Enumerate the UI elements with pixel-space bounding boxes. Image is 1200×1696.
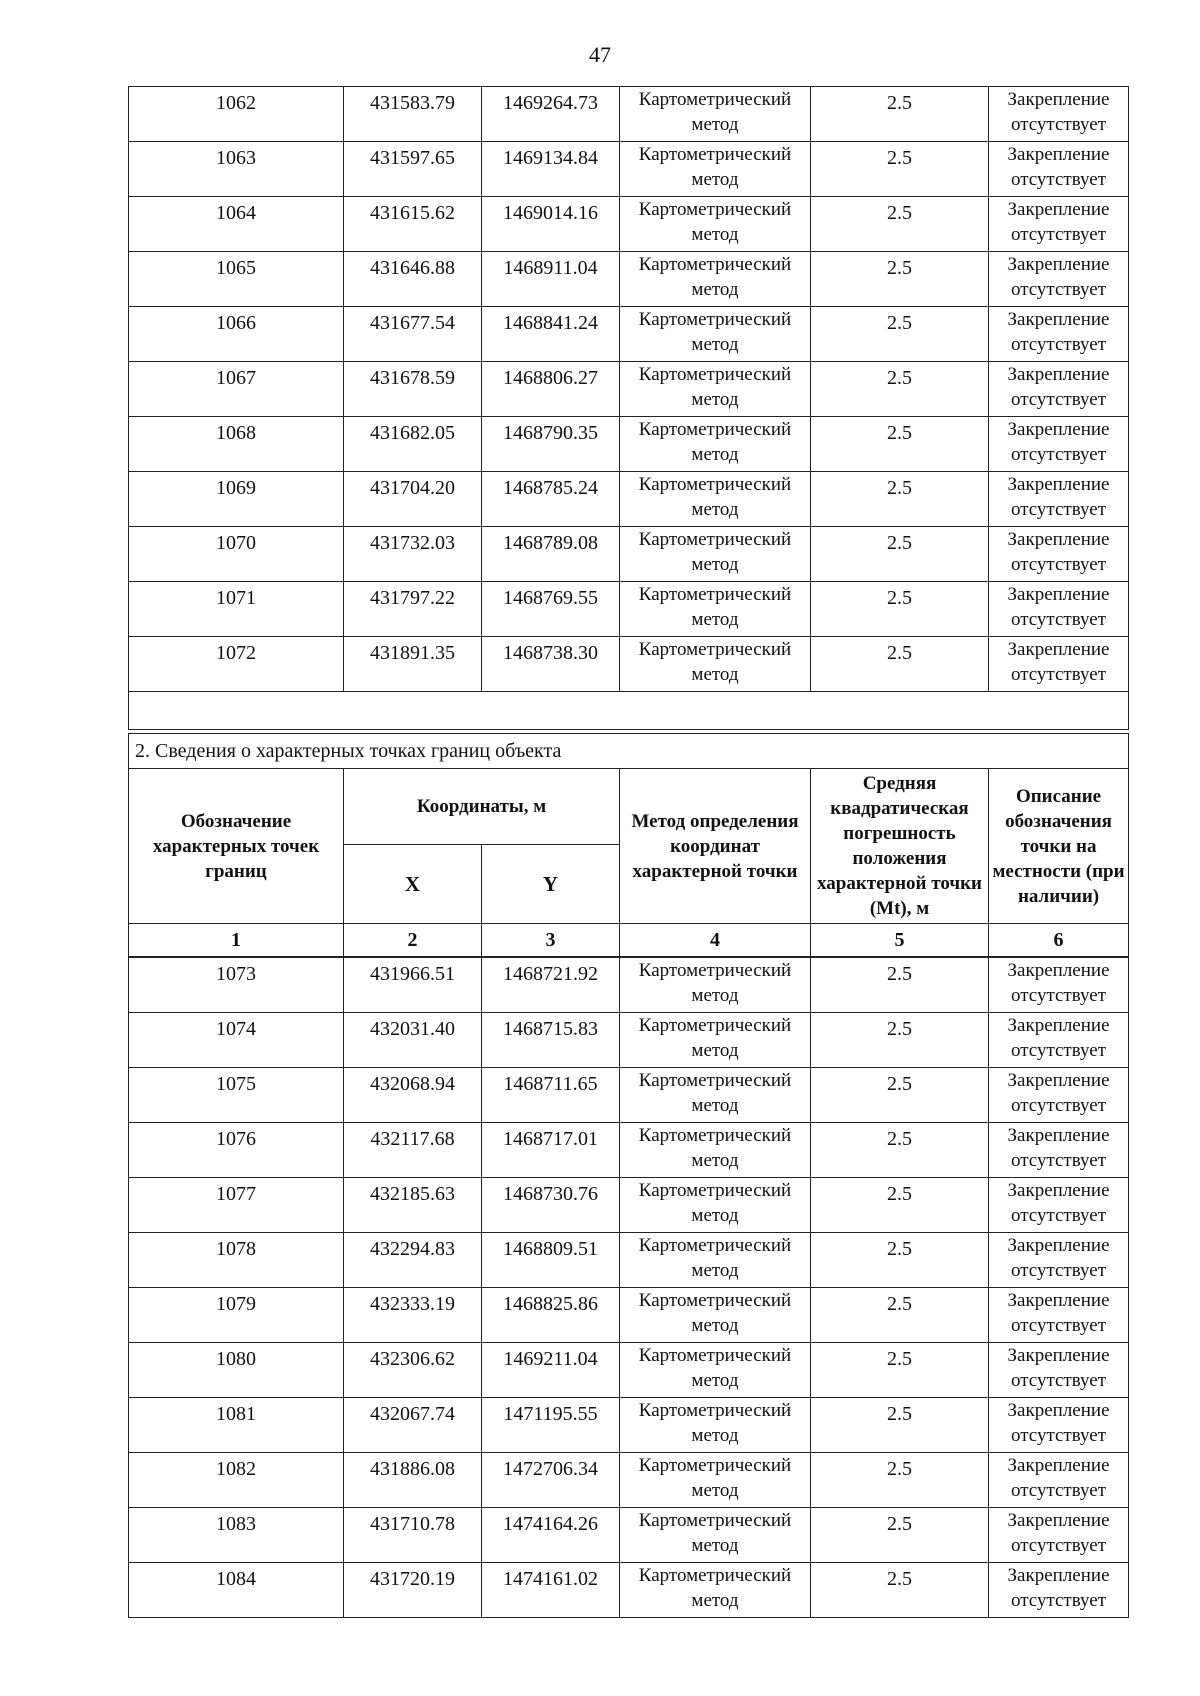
x-coordinate-cell: 432333.19 xyxy=(344,1288,482,1343)
column-number: 3 xyxy=(482,924,620,958)
point-id-cell: 1070 xyxy=(129,527,344,582)
description-cell: Закрепление отсутствует xyxy=(989,417,1129,472)
method-cell: Картометрический метод xyxy=(620,527,811,582)
x-coordinate-cell: 431677.54 xyxy=(344,307,482,362)
error-cell: 2.5 xyxy=(811,252,989,307)
x-coordinate-cell: 431886.08 xyxy=(344,1453,482,1508)
method-cell: Картометрический метод xyxy=(620,417,811,472)
method-cell: Картометрический метод xyxy=(620,252,811,307)
header-method: Метод определения координат характерной точки xyxy=(620,769,811,924)
point-id-cell: 1065 xyxy=(129,252,344,307)
y-coordinate-cell: 1468738.30 xyxy=(482,637,620,692)
error-cell: 2.5 xyxy=(811,582,989,637)
column-number: 2 xyxy=(344,924,482,958)
description-cell: Закрепление отсутствует xyxy=(989,1178,1129,1233)
point-id-cell: 1072 xyxy=(129,637,344,692)
column-number: 5 xyxy=(811,924,989,958)
table-row xyxy=(129,142,1129,197)
description-cell: Закрепление отсутствует xyxy=(989,957,1129,1013)
point-id-cell: 1067 xyxy=(129,362,344,417)
table-caption: 2. Сведения о характерных точках границ объекта xyxy=(129,734,1129,769)
error-cell: 2.5 xyxy=(811,1563,989,1618)
point-id-cell: 1081 xyxy=(129,1398,344,1453)
y-coordinate-cell: 1469134.84 xyxy=(482,142,620,197)
boundary-points-table xyxy=(128,733,1129,1618)
x-coordinate-cell: 432068.94 xyxy=(344,1068,482,1123)
point-id-cell: 1080 xyxy=(129,1343,344,1398)
y-coordinate-cell: 1469264.73 xyxy=(482,87,620,142)
header-error: Средняя квадратическая погрешность положения характерной точки (Mt), м xyxy=(811,769,989,924)
table-row xyxy=(129,87,1129,142)
method-cell: Картометрический метод xyxy=(620,1123,811,1178)
error-cell: 2.5 xyxy=(811,1343,989,1398)
page-number: 47 xyxy=(589,42,611,67)
description-cell: Закрепление отсутствует xyxy=(989,307,1129,362)
y-coordinate-cell: 1474161.02 xyxy=(482,1563,620,1618)
y-coordinate-cell: 1469014.16 xyxy=(482,197,620,252)
point-id-cell: 1062 xyxy=(129,87,344,142)
x-coordinate-cell: 432117.68 xyxy=(344,1123,482,1178)
x-coordinate-cell: 431720.19 xyxy=(344,1563,482,1618)
method-cell: Картометрический метод xyxy=(620,1233,811,1288)
method-cell: Картометрический метод xyxy=(620,362,811,417)
point-id-cell: 1063 xyxy=(129,142,344,197)
error-cell: 2.5 xyxy=(811,1453,989,1508)
point-id-cell: 1084 xyxy=(129,1563,344,1618)
header-y: Y xyxy=(482,845,620,924)
y-coordinate-cell: 1468730.76 xyxy=(482,1178,620,1233)
x-coordinate-cell: 432031.40 xyxy=(344,1013,482,1068)
method-cell: Картометрический метод xyxy=(620,1563,811,1618)
description-cell: Закрепление отсутствует xyxy=(989,142,1129,197)
point-id-cell: 1077 xyxy=(129,1178,344,1233)
y-coordinate-cell: 1468785.24 xyxy=(482,472,620,527)
method-cell: Картометрический метод xyxy=(620,1453,811,1508)
point-id-cell: 1078 xyxy=(129,1233,344,1288)
point-id-cell: 1083 xyxy=(129,1508,344,1563)
description-cell: Закрепление отсутствует xyxy=(989,1398,1129,1453)
table2-body xyxy=(129,957,1129,1618)
description-cell: Закрепление отсутствует xyxy=(989,1343,1129,1398)
method-cell: Картометрический метод xyxy=(620,472,811,527)
x-coordinate-cell: 431583.79 xyxy=(344,87,482,142)
table-row xyxy=(129,197,1129,252)
description-cell: Закрепление отсутствует xyxy=(989,1013,1129,1068)
table-row xyxy=(129,1343,1129,1398)
table-row xyxy=(129,252,1129,307)
error-cell: 2.5 xyxy=(811,1068,989,1123)
x-coordinate-cell: 431797.22 xyxy=(344,582,482,637)
error-cell: 2.5 xyxy=(811,637,989,692)
table-row xyxy=(129,1288,1129,1343)
table-row xyxy=(129,1233,1129,1288)
description-cell: Закрепление отсутствует xyxy=(989,527,1129,582)
point-id-cell: 1068 xyxy=(129,417,344,472)
x-coordinate-cell: 431678.59 xyxy=(344,362,482,417)
description-cell: Закрепление отсутствует xyxy=(989,1068,1129,1123)
y-coordinate-cell: 1468806.27 xyxy=(482,362,620,417)
y-coordinate-cell: 1468721.92 xyxy=(482,957,620,1013)
error-cell: 2.5 xyxy=(811,1013,989,1068)
x-coordinate-cell: 431682.05 xyxy=(344,417,482,472)
x-coordinate-cell: 431732.03 xyxy=(344,527,482,582)
description-cell: Закрепление отсутствует xyxy=(989,197,1129,252)
method-cell: Картометрический метод xyxy=(620,582,811,637)
description-cell: Закрепление отсутствует xyxy=(989,637,1129,692)
error-cell: 2.5 xyxy=(811,1123,989,1178)
point-id-cell: 1079 xyxy=(129,1288,344,1343)
table-row xyxy=(129,472,1129,527)
description-cell: Закрепление отсутствует xyxy=(989,87,1129,142)
method-cell: Картометрический метод xyxy=(620,87,811,142)
error-cell: 2.5 xyxy=(811,1288,989,1343)
empty-cell xyxy=(129,692,1129,730)
description-cell: Закрепление отсутствует xyxy=(989,1288,1129,1343)
table-row xyxy=(129,1398,1129,1453)
table-row xyxy=(129,1068,1129,1123)
table-row xyxy=(129,362,1129,417)
y-coordinate-cell: 1468715.83 xyxy=(482,1013,620,1068)
y-coordinate-cell: 1468911.04 xyxy=(482,252,620,307)
table-row xyxy=(129,417,1129,472)
method-cell: Картометрический метод xyxy=(620,1343,811,1398)
table-row xyxy=(129,1013,1129,1068)
y-coordinate-cell: 1468769.55 xyxy=(482,582,620,637)
method-cell: Картометрический метод xyxy=(620,1178,811,1233)
x-coordinate-cell: 431891.35 xyxy=(344,637,482,692)
error-cell: 2.5 xyxy=(811,472,989,527)
table-row xyxy=(129,307,1129,362)
error-cell: 2.5 xyxy=(811,1508,989,1563)
point-id-cell: 1066 xyxy=(129,307,344,362)
point-id-cell: 1075 xyxy=(129,1068,344,1123)
point-id-cell: 1071 xyxy=(129,582,344,637)
table-row xyxy=(129,527,1129,582)
method-cell: Картометрический метод xyxy=(620,1508,811,1563)
y-coordinate-cell: 1471195.55 xyxy=(482,1398,620,1453)
error-cell: 2.5 xyxy=(811,1398,989,1453)
table1-body xyxy=(129,87,1129,692)
table-row xyxy=(129,957,1129,1013)
method-cell: Картометрический метод xyxy=(620,1398,811,1453)
x-coordinate-cell: 432185.63 xyxy=(344,1178,482,1233)
error-cell: 2.5 xyxy=(811,197,989,252)
table1-empty-row xyxy=(129,692,1129,730)
x-coordinate-cell: 432294.83 xyxy=(344,1233,482,1288)
y-coordinate-cell: 1469211.04 xyxy=(482,1343,620,1398)
table-row xyxy=(129,637,1129,692)
column-number: 4 xyxy=(620,924,811,958)
error-cell: 2.5 xyxy=(811,957,989,1013)
y-coordinate-cell: 1468790.35 xyxy=(482,417,620,472)
error-cell: 2.5 xyxy=(811,527,989,582)
table-row xyxy=(129,1453,1129,1508)
y-coordinate-cell: 1468717.01 xyxy=(482,1123,620,1178)
method-cell: Картометрический метод xyxy=(620,1288,811,1343)
error-cell: 2.5 xyxy=(811,87,989,142)
column-number: 6 xyxy=(989,924,1129,958)
x-coordinate-cell: 431704.20 xyxy=(344,472,482,527)
y-coordinate-cell: 1468841.24 xyxy=(482,307,620,362)
y-coordinate-cell: 1474164.26 xyxy=(482,1508,620,1563)
error-cell: 2.5 xyxy=(811,1233,989,1288)
y-coordinate-cell: 1472706.34 xyxy=(482,1453,620,1508)
header-description: Описание обозначения точки на местности (при наличии) xyxy=(989,769,1129,924)
description-cell: Закрепление отсутствует xyxy=(989,362,1129,417)
column-number-row xyxy=(129,924,1129,958)
y-coordinate-cell: 1468711.65 xyxy=(482,1068,620,1123)
method-cell: Картометрический метод xyxy=(620,957,811,1013)
description-cell: Закрепление отсутствует xyxy=(989,1563,1129,1618)
y-coordinate-cell: 1468789.08 xyxy=(482,527,620,582)
description-cell: Закрепление отсутствует xyxy=(989,1123,1129,1178)
description-cell: Закрепление отсутствует xyxy=(989,1453,1129,1508)
method-cell: Картометрический метод xyxy=(620,307,811,362)
table-row xyxy=(129,1178,1129,1233)
y-coordinate-cell: 1468825.86 xyxy=(482,1288,620,1343)
error-cell: 2.5 xyxy=(811,142,989,197)
x-coordinate-cell: 431966.51 xyxy=(344,957,482,1013)
point-id-cell: 1064 xyxy=(129,197,344,252)
x-coordinate-cell: 432067.74 xyxy=(344,1398,482,1453)
x-coordinate-cell: 431597.65 xyxy=(344,142,482,197)
x-coordinate-cell: 431710.78 xyxy=(344,1508,482,1563)
description-cell: Закрепление отсутствует xyxy=(989,582,1129,637)
description-cell: Закрепление отсутствует xyxy=(989,472,1129,527)
error-cell: 2.5 xyxy=(811,1178,989,1233)
method-cell: Картометрический метод xyxy=(620,142,811,197)
x-coordinate-cell: 432306.62 xyxy=(344,1343,482,1398)
header-x: X xyxy=(344,845,482,924)
method-cell: Картометрический метод xyxy=(620,1013,811,1068)
description-cell: Закрепление отсутствует xyxy=(989,1233,1129,1288)
point-id-cell: 1074 xyxy=(129,1013,344,1068)
point-id-cell: 1076 xyxy=(129,1123,344,1178)
point-id-cell: 1082 xyxy=(129,1453,344,1508)
error-cell: 2.5 xyxy=(811,307,989,362)
x-coordinate-cell: 431615.62 xyxy=(344,197,482,252)
table-row xyxy=(129,1508,1129,1563)
table-row xyxy=(129,1123,1129,1178)
column-number: 1 xyxy=(129,924,344,958)
header-designation: Обозначение характерных точек границ xyxy=(129,769,344,924)
description-cell: Закрепление отсутствует xyxy=(989,252,1129,307)
description-cell: Закрепление отсутствует xyxy=(989,1508,1129,1563)
point-id-cell: 1069 xyxy=(129,472,344,527)
header-coordinates: Координаты, м xyxy=(344,769,620,845)
table-row xyxy=(129,582,1129,637)
method-cell: Картометрический метод xyxy=(620,637,811,692)
method-cell: Картометрический метод xyxy=(620,1068,811,1123)
error-cell: 2.5 xyxy=(811,417,989,472)
table-row xyxy=(129,1563,1129,1618)
boundary-points-table-continued xyxy=(128,86,1129,730)
error-cell: 2.5 xyxy=(811,362,989,417)
point-id-cell: 1073 xyxy=(129,957,344,1013)
y-coordinate-cell: 1468809.51 xyxy=(482,1233,620,1288)
x-coordinate-cell: 431646.88 xyxy=(344,252,482,307)
method-cell: Картометрический метод xyxy=(620,197,811,252)
